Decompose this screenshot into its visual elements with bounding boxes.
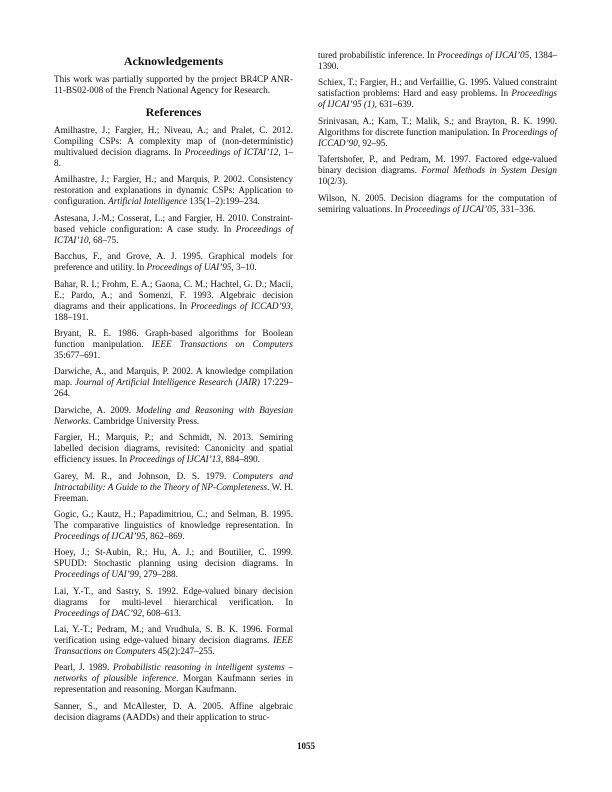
reference-text: Wilson, N. 2005. Decision diagrams for the computation of semiring valuations. In [318,192,557,214]
reference-venue: Proceedings of DAC’92 [54,607,142,618]
reference-text: Tafertshofer, P., and Pedram, M. 1997. Factored edge-valued binary decision diagrams. [318,154,557,176]
reference-entry [54,125,293,169]
reference-venue: Computers and Intractability: A Guide to the Theory of NP-Completeness [54,470,294,492]
reference-details: . W. H. Freeman. [54,481,293,503]
reference-list-right [318,50,557,215]
reference-text: Fargier, H.; Marquis, P.; and Schmidt, N. 2013. Semiring labelled decision diagrams, revisited: Canonicity and spatial efficiency issues. In [54,432,293,465]
reference-details: , 1384–1390. [318,50,558,71]
reference-venue: Journal of Artificial Intelligence Research (JAIR) [75,377,260,388]
reference-text: Darwiche, A., and Marquis, P. 2002. A knowledge compilation map. [54,366,293,388]
reference-details: , 608–613. [141,607,181,618]
reference-venue: Probabilistic reasoning in intelligent systems – networks of plausible inference [54,662,294,684]
reference-entry [318,193,557,215]
reference-text: Hoey, J.; St-Aubin, R.; Hu, A. J.; and Boutilier, C. 1999. SPUDD: Stochastic planning using decision diagrams. In [54,547,293,569]
reference-details: 10(2/3). [318,176,348,187]
reference-text: Lai, Y.-T., and Sastry, S. 1992. Edge-valued binary decision diagrams for multi-level hierarchical verification. In [54,585,293,607]
reference-entry [54,509,293,542]
reference-entry [54,586,293,619]
reference-details: 17:229–264. [54,377,294,399]
acknowledgements-text: This work was partially supported by the project BR4CP ANR-11-BS02-008 of the French National Agency for Research. [54,74,293,95]
reference-entry [54,328,293,361]
reference-details: , 862–869. [145,530,185,541]
reference-entry [54,432,293,465]
reference-text: Bahar, R. I.; Frohm, E. A.; Gaona, C. M.; Hachtel, G. D.; Macii, E.; Pardo, A.; and Somenzi, F. 1993. Algebraic decision diagrams and their applications. In [54,278,293,311]
reference-entry [54,213,293,246]
reference-venue: Proceedings of UAI’99 [54,569,139,580]
left-column [54,50,293,728]
references-heading: References [145,105,202,119]
reference-details: , 331–336. [496,203,536,214]
reference-venue: Proceedings of IJCAI’13 [129,454,221,465]
reference-venue: Proceedings of IJCAI’05 [437,50,530,60]
reference-text: Gogic, G.; Kautz, H.; Papadimitriou, C.; and Selman, B. 1995. The comparative linguistics of knowledge representation. In [54,508,293,530]
reference-entry [318,50,557,72]
reference-details: 45(2):247–255. [155,646,215,657]
reference-text: Sanner, S., and McAllester, D. A. 2005. Affine algebraic decision diagrams (AADDs) and their application to struc- [54,700,293,722]
reference-details: 35:677–691. [54,349,101,360]
page-number: 1055 [297,741,315,751]
reference-entry [54,662,293,695]
reference-text: Schiex, T.; Fargier, H.; and Verfaillie, G. 1995. Valued constraint satisfaction problems: Hard and easy problems. In [318,77,557,99]
reference-text: Bryant, R. E. 1986. Graph-based algorithms for Boolean function manipulation. [54,327,293,349]
reference-venue: Proceedings of UAI’95 [146,262,232,273]
reference-entry [54,624,293,657]
reference-venue: IEEE Transactions on Computers [151,338,293,349]
reference-text: Pearl, J. 1989. [54,662,114,673]
reference-entry [54,701,293,723]
reference-details: , 92–95. [357,137,388,148]
reference-text: tured probabilistic inference. In [318,50,438,60]
reference-details: , 1–8. [54,147,294,168]
reference-entry [54,405,293,427]
acknowledgements-heading: Acknowledgements [123,54,224,68]
reference-venue: Proceedings of ICCAD’90 [318,126,557,148]
right-column [318,50,557,220]
reference-list-left [54,125,293,723]
reference-details: , 68–75. [88,234,119,245]
reference-details: , 3–10. [231,262,257,273]
reference-details: , 188–191. [54,300,293,322]
reference-venue: Proceedings of ICCAD’93 [190,300,291,311]
reference-entry [318,154,557,187]
reference-venue: Proceedings of ICTAI’10 [54,223,294,245]
reference-text: Lai, Y.-T.; Pedram, M.; and Vrudhula, S. B. K. 1996. Formal verification using edge-valued binary decision diagrams. [54,624,293,646]
reference-venue: Modeling and Reasoning with Bayesian Networks [54,404,293,426]
reference-entry [54,471,293,504]
reference-entry [54,174,293,207]
reference-details: , 884–890. [220,454,260,465]
reference-venue: Proceedings of IJCAI’95 [54,530,146,541]
reference-entry [54,366,293,399]
reference-text: Astesana, J.-M.; Cosserat, L.; and Fargier, H. 2010. Constraint-based vehicle configuration: A case study. In [54,212,293,234]
reference-details: 135(1–2):199–234. [186,196,260,207]
reference-text: Amilhastre, J.; Fargier, H.; Niveau, A.; and Pralet, C. 2012. Compiling CSPs: A complexity map of (non-deterministic) multivalued decision diagrams. In [54,125,293,157]
reference-entry [54,547,293,580]
reference-entry [318,77,557,110]
reference-details: . Morgan Kaufmann series in representation and reasoning. Morgan Kaufmann. [54,673,293,695]
reference-venue: Proceedings of IJCAI’05 [404,203,497,214]
reference-entry [318,116,557,149]
reference-text: Srinivasan, A.; Kam, T.; Malik, S.; and Brayton, R. K. 1990. Algorithms for discrete function manipulation. In [318,115,557,137]
reference-venue: Proceedings of IJCAI’95 (1) [318,88,557,110]
reference-entry [54,279,293,323]
reference-text: Garey, M. R., and Johnson, D. S. 1979. [54,470,233,481]
reference-text: Bacchus, F., and Grove, A. J. 1995. Graphical models for preference and utility. In [54,251,293,273]
reference-venue: Formal Methods in System Design [421,165,557,176]
reference-text: Darwiche, A. 2009. [54,404,136,415]
reference-venue: Artificial Intelligence [108,196,187,207]
reference-venue: IEEE Transactions on Computers [54,635,293,657]
reference-entry [54,251,293,273]
reference-venue: Proceedings of ICTAI’12 [184,147,279,157]
reference-details: , 631–639. [374,99,414,110]
reference-details: , 279–288. [138,569,178,580]
reference-text: Amilhastre, J.; Fargier, H.; and Marquis, P. 2002. Consistency restoration and explanations in dynamic CSPs: Application to configuration. [54,174,293,207]
reference-details: . Cambridge University Press. [88,415,200,426]
